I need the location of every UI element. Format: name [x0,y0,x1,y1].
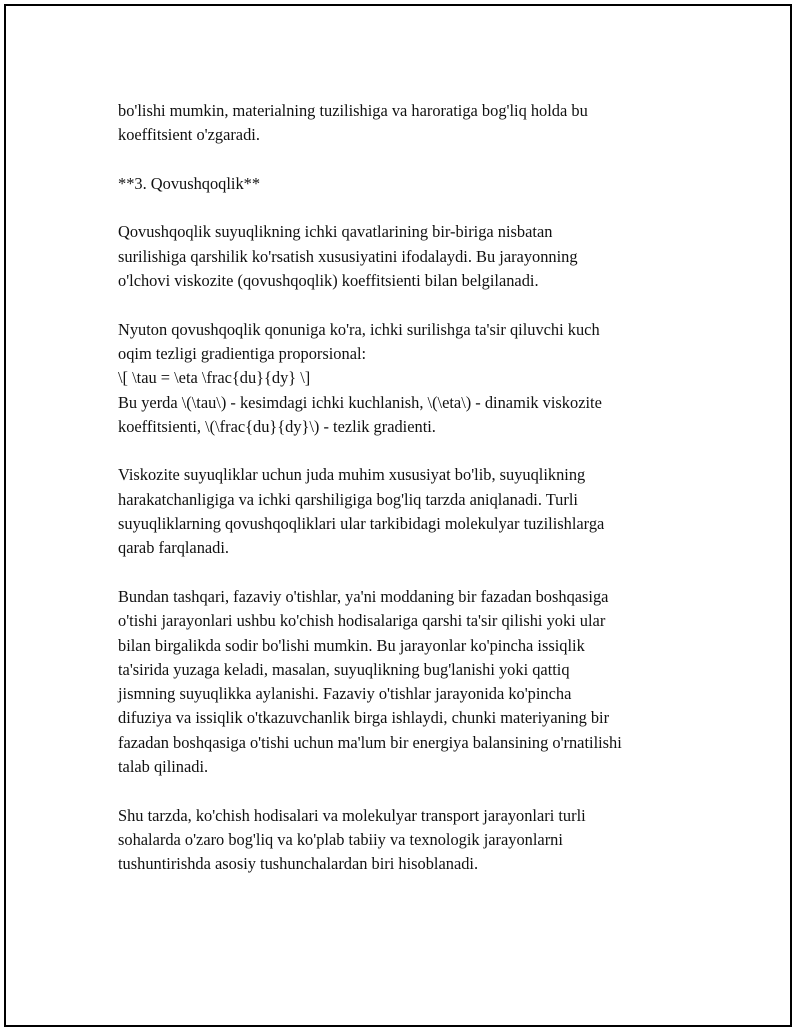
section-heading [118,172,708,196]
paragraph-intro [118,99,708,148]
document-body [118,99,708,901]
paragraph-conclusion [118,804,708,877]
text-line: jismning suyuqlikka aylanishi. Fazaviy o'tishlar jarayonida ko'pincha [118,684,572,704]
text-line: koeffitsienti, \(\frac{du}{dy}\) - tezlik gradienti. [118,416,436,436]
text-line: surilishiga qarshilik ko'rsatish xususiyatini ifodalaydi. Bu jarayonning [118,246,578,266]
text-line: ta'sirida yuzaga keladi, masalan, suyuqlikning bug'lanishi yoki qattiq [118,659,570,679]
paragraph-definition [118,220,708,293]
paragraph-phase-transitions [118,585,708,779]
text-line: Bundan tashqari, fazaviy o'tishlar, ya'ni moddaning bir fazadan boshqasiga [118,586,609,606]
text-line: Shu tarzda, ko'chish hodisalari va molekulyar transport jarayonlari turli [118,805,586,825]
paragraph-newton-law [118,318,708,439]
text-line: harakatchanligiga va ichki qarshiligiga bog'liq tarzda aniqlanadi. Turli [118,489,578,509]
page-frame [4,4,792,1027]
text-line: o'tishi jarayonlari ushbu ko'chish hodisalariga qarshi ta'sir qilishi yoki ular [118,611,606,631]
formula-line: \[ \tau = \eta \frac{du}{dy} \] [118,368,311,388]
text-line: bilan birgalikda sodir bo'lishi mumkin. Bu jarayonlar ko'pincha issiqlik [118,635,585,655]
text-line: koeffitsient o'zgaradi. [118,125,260,145]
text-line: Qovushqoqlik suyuqlikning ichki qavatlarining bir-biriga nisbatan [118,222,553,242]
heading-text: **3. Qovushqoqlik** [118,173,261,193]
paragraph-viscosity [118,463,708,560]
text-line: Viskozite suyuqliklar uchun juda muhim xususiyat bo'lib, suyuqlikning [118,465,586,485]
text-line: Bu yerda \(\tau\) - kesimdagi ichki kuchlanish, \(\eta\) - dinamik viskozite [118,392,602,412]
text-line: difuziya va issiqlik o'tkazuvchanlik birga ishlaydi, chunki materiyaning bir [118,708,610,728]
text-line: talab qilinadi. [118,757,209,777]
text-line: fazadan boshqasiga o'tishi uchun ma'lum bir energiya balansining o'rnatilishi [118,732,622,752]
text-line: oqim tezligi gradientiga proporsional: [118,343,367,363]
text-line: qarab farqlanadi. [118,538,230,558]
text-line: Nyuton qovushqoqlik qonuniga ko'ra, ichki surilishga ta'sir qiluvchi kuch [118,319,600,339]
text-line: sohalarda o'zaro bog'liq va ko'plab tabiiy va texnologik jarayonlarni [118,829,563,849]
text-line: bo'lishi mumkin, materialning tuzilishiga va haroratiga bog'liq holda bu [118,101,588,120]
text-line: suyuqliklarning qovushqoqliklari ular tarkibidagi molekulyar tuzilishlarga [118,514,605,534]
text-line: o'lchovi viskozite (qovushqoqlik) koeffitsienti bilan belgilanadi. [118,271,539,291]
text-line: tushuntirishda asosiy tushunchalardan biri hisoblanadi. [118,854,479,874]
